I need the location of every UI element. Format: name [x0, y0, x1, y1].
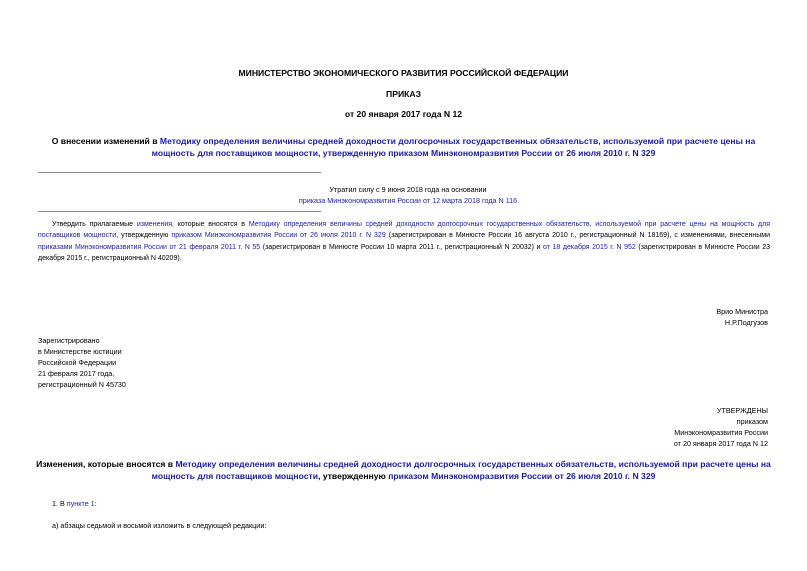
item-a: а) абзацы седьмой и восьмой изложить в следующей редакции:	[52, 521, 267, 530]
body-text: (зарегистрирован в Минюсте России 16 августа 2010 г., регистрационный N 18169), с изменениями, внесенными	[385, 232, 771, 240]
approved-block	[540, 405, 768, 449]
item-1-prefix: 1. В	[52, 499, 67, 508]
ministry-heading: МИНИСТЕРСТВО ЭКОНОМИЧЕСКОГО РАЗВИТИЯ РОССИЙСКОЙ ФЕДЕРАЦИИ	[238, 68, 569, 78]
changes-title-middle: , утвержденную	[318, 471, 389, 481]
methodology-link[interactable]: Методику определения величины средней доходности долгосрочных государственных обязательств, используемой при расчете цены на мощность для поставщиков мощности	[38, 221, 770, 240]
item-1-suffix: :	[94, 499, 97, 508]
approved-line: приказом	[736, 417, 768, 426]
status-order-link[interactable]: приказа Минэкономразвития России от 12 марта 2018 года N 116	[298, 196, 518, 205]
status-note	[38, 184, 778, 206]
title-methodology-link[interactable]: Методику определения величины средней доходности долгосрочных государственных обязательств, используемой при расчете цены на мощность для поставщиков мощности, утвержденную приказом Минэкономразвития России от 26 июля 2010 г. N 329	[151, 136, 756, 158]
changes-methodology-link[interactable]: Методику определения величины средней доходности долгосрочных государственных обязательств, используемой при расчете цены на мощность для поставщиков мощности	[151, 459, 771, 481]
body-text: , утвержденную	[116, 232, 172, 240]
status-line: Утратил силу с 9 июня 2018 года на основании	[329, 185, 487, 194]
body-text: , которые вносятся в	[172, 221, 249, 228]
title-prefix: О внесении изменений в	[51, 136, 160, 146]
document-title	[30, 135, 777, 159]
registration-line: Российской Федерации	[38, 358, 117, 367]
registration-block	[38, 335, 298, 390]
signature-name: Н.Р.Подгузов	[724, 318, 768, 327]
approved-line: от 20 января 2017 года N 12	[673, 439, 768, 448]
signature-position: Врио Министра	[716, 307, 768, 316]
document-date-number: от 20 января 2017 года N 12	[344, 109, 463, 119]
body-text: (зарегистрирован в Минюсте России 10 марта 2011 г., регистрационный N 20032) и	[260, 243, 544, 251]
changes-link[interactable]: изменения	[136, 221, 173, 228]
registration-line: Зарегистрировано	[38, 336, 100, 345]
body-paragraph	[38, 219, 770, 264]
body-text: Утвердить прилагаемые	[52, 221, 137, 228]
order-55-link[interactable]: приказами Минэкономразвития России от 21 февраля 2011 г. N 55	[38, 243, 261, 251]
signature-block	[560, 306, 768, 328]
approved-line: УТВЕРЖДЕНЫ	[716, 406, 768, 415]
registration-line: 21 февраля 2017 года,	[38, 369, 115, 378]
approved-line: Минэкономразвития России	[674, 428, 768, 437]
changes-title	[36, 458, 771, 482]
document-type: ПРИКАЗ	[386, 89, 421, 99]
registration-line: регистрационный N 45730	[38, 380, 126, 389]
divider-bottom	[38, 211, 321, 212]
registration-line: в Министерстве юстиции	[38, 347, 122, 356]
body-text: (зарегистрирован в Минюсте России 23 декабря 2015 г., регистрационный N 40209).	[38, 243, 770, 262]
item-1	[52, 498, 752, 509]
changes-order-link[interactable]: приказом Минэкономразвития России от 26 июля 2010 г. N 329	[388, 471, 656, 481]
changes-title-prefix: Изменения, которые вносятся в	[36, 459, 176, 469]
divider-top	[38, 172, 321, 173]
item-1-link[interactable]: пункте 1	[66, 499, 95, 508]
order-329-link[interactable]: приказом Минэкономразвития России от 26 июля 2010 г. N 329	[171, 232, 386, 240]
order-952-link[interactable]: от 18 декабря 2015 г. N 952	[543, 243, 636, 251]
